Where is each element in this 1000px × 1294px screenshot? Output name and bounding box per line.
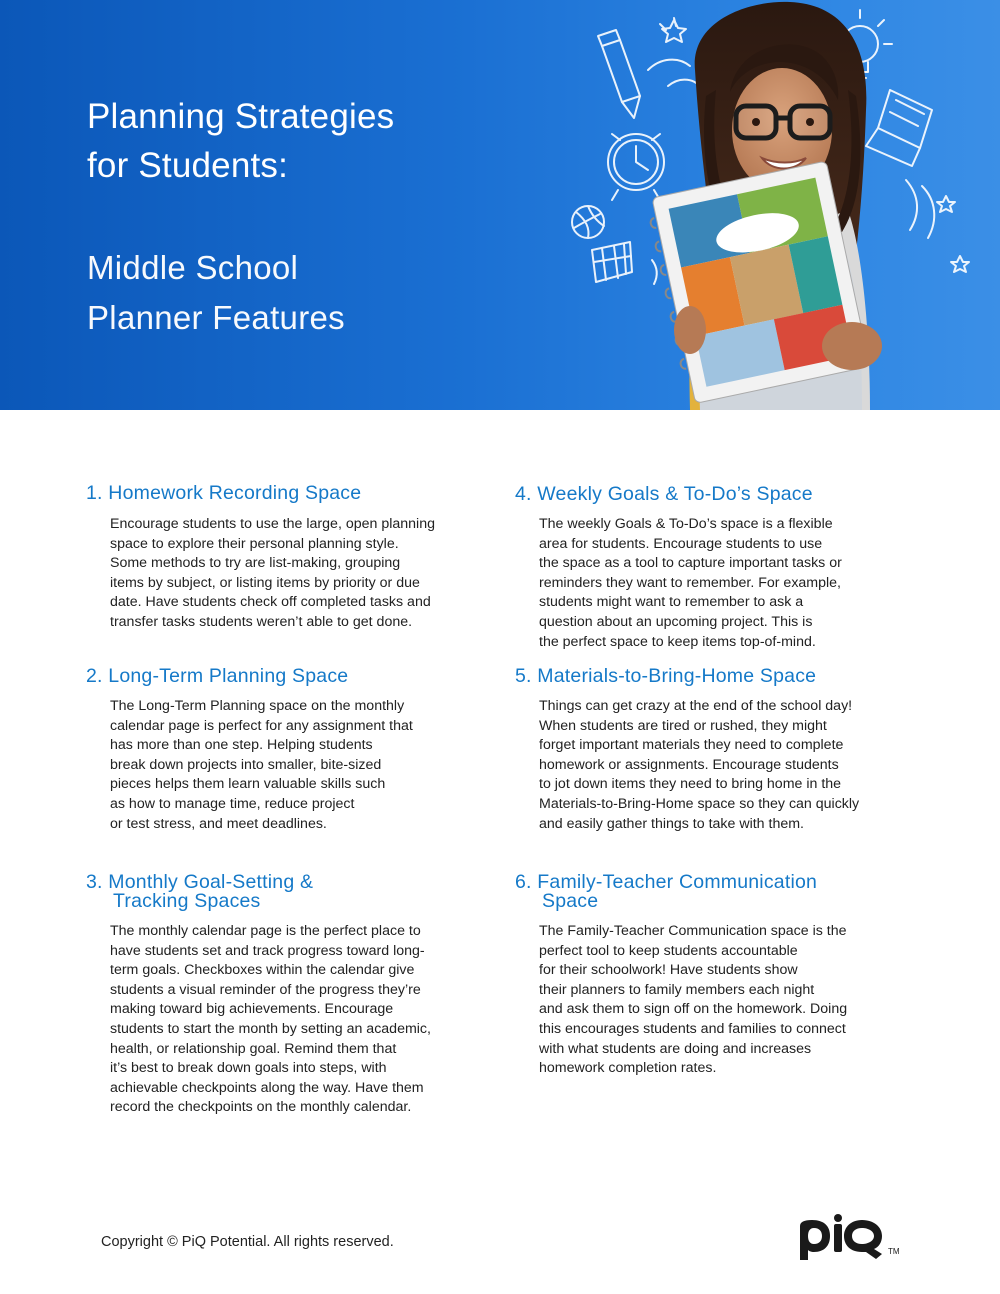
section-weekly-goals — [515, 485, 935, 652]
section-number: 5. — [515, 665, 532, 687]
page-title: Planning Strategies for Students: — [87, 97, 395, 185]
section-body: The Family-Teacher Communication space is the perfect tool to keep students accountable for their schoolwork! Have students show their planners to family members each night and ask them to sign off on the homework. Doing this encourages students and families to connect with what students are doing and increases homework completion rates. — [539, 923, 848, 1077]
section-heading-text: Materials-to-Bring-Home Space — [537, 665, 817, 687]
pencil-icon — [598, 30, 640, 118]
section-body: The weekly Goals & To-Do’s space is a flexible area for students. Encourage students to use the space as a tool to capture important tasks or reminders they want to remember. For example, students might want to remember to ask a question about an upcoming project. This is the perfect space to keep items top-of-mind. — [539, 516, 842, 650]
section-heading-text: Monthly Goal-Setting & — [108, 871, 314, 893]
section-heading — [515, 873, 935, 911]
section-heading-text: Weekly Goals & To-Do’s Space — [537, 483, 813, 505]
section-monthly-goal-setting — [86, 873, 496, 1118]
section-heading-text-line2: Space — [542, 890, 599, 912]
piq-logo — [796, 1214, 906, 1264]
section-body: Things can get crazy at the end of the school day! When students are tired or rushed, they might forget important materials they need to complete homework or assignments. Encourage students to jot down items they need to bring home in the Materials-to-Bring-Home space so they can quickly and easily gather things to take with them. — [539, 698, 860, 832]
section-long-term-planning — [86, 667, 486, 834]
section-heading — [86, 667, 486, 686]
section-heading-text: Homework Recording Space — [108, 482, 362, 504]
section-body: The monthly calendar page is the perfect place to have students set and track progress toward long- term goals. Checkboxes within the calendar give students a visual reminder of the progress they’re making toward big achievements. Encourage students to start the month by setting an academic, health, or relationship goal. Remind them that it’s best to break down goals into steps, with achievable checkpoints along the way. Have them record the checkpoints on the monthly calendar. — [110, 923, 431, 1116]
clock-icon — [608, 134, 664, 200]
section-number: 2. — [86, 665, 103, 687]
trademark-mark: TM — [888, 1247, 900, 1256]
volleyball-icon — [572, 206, 632, 282]
copyright-notice: Copyright © PiQ Potential. All rights reserved. — [101, 1234, 394, 1250]
section-body: Encourage students to use the large, open planning space to explore their personal planning style. Some methods to try are list-making, grouping items by subject, or listing items by priority or due date. Have students check off completed tasks and transfer tasks students weren’t able to get done. — [110, 516, 435, 630]
section-materials-to-bring-home — [515, 667, 935, 834]
section-heading-text-line2: Tracking Spaces — [113, 890, 261, 912]
section-number: 1. — [86, 482, 103, 504]
section-number: 4. — [515, 483, 532, 505]
section-heading-text: Long-Term Planning Space — [108, 665, 349, 687]
student-photo-illustration — [540, 0, 1000, 410]
hero-banner — [0, 0, 1000, 410]
section-heading-text: Family-Teacher Communication — [537, 871, 818, 893]
section-homework-recording — [86, 484, 486, 633]
section-heading — [515, 485, 935, 504]
section-number: 3. — [86, 871, 103, 893]
section-family-teacher-communication — [515, 873, 935, 1079]
section-body: The Long-Term Planning space on the monthly calendar page is perfect for any assignment that has more than one step. Helping students break down projects into smaller, bite-sized pieces helps them learn valuable skills such as how to manage time, reduce project or test stress, and meet deadlines. — [110, 698, 413, 832]
section-number: 6. — [515, 871, 532, 893]
laptop-icon — [866, 90, 932, 166]
page-subtitle: Middle School Planner Features — [87, 249, 345, 336]
section-heading — [515, 667, 935, 686]
section-heading — [86, 484, 486, 503]
section-heading — [86, 873, 496, 911]
